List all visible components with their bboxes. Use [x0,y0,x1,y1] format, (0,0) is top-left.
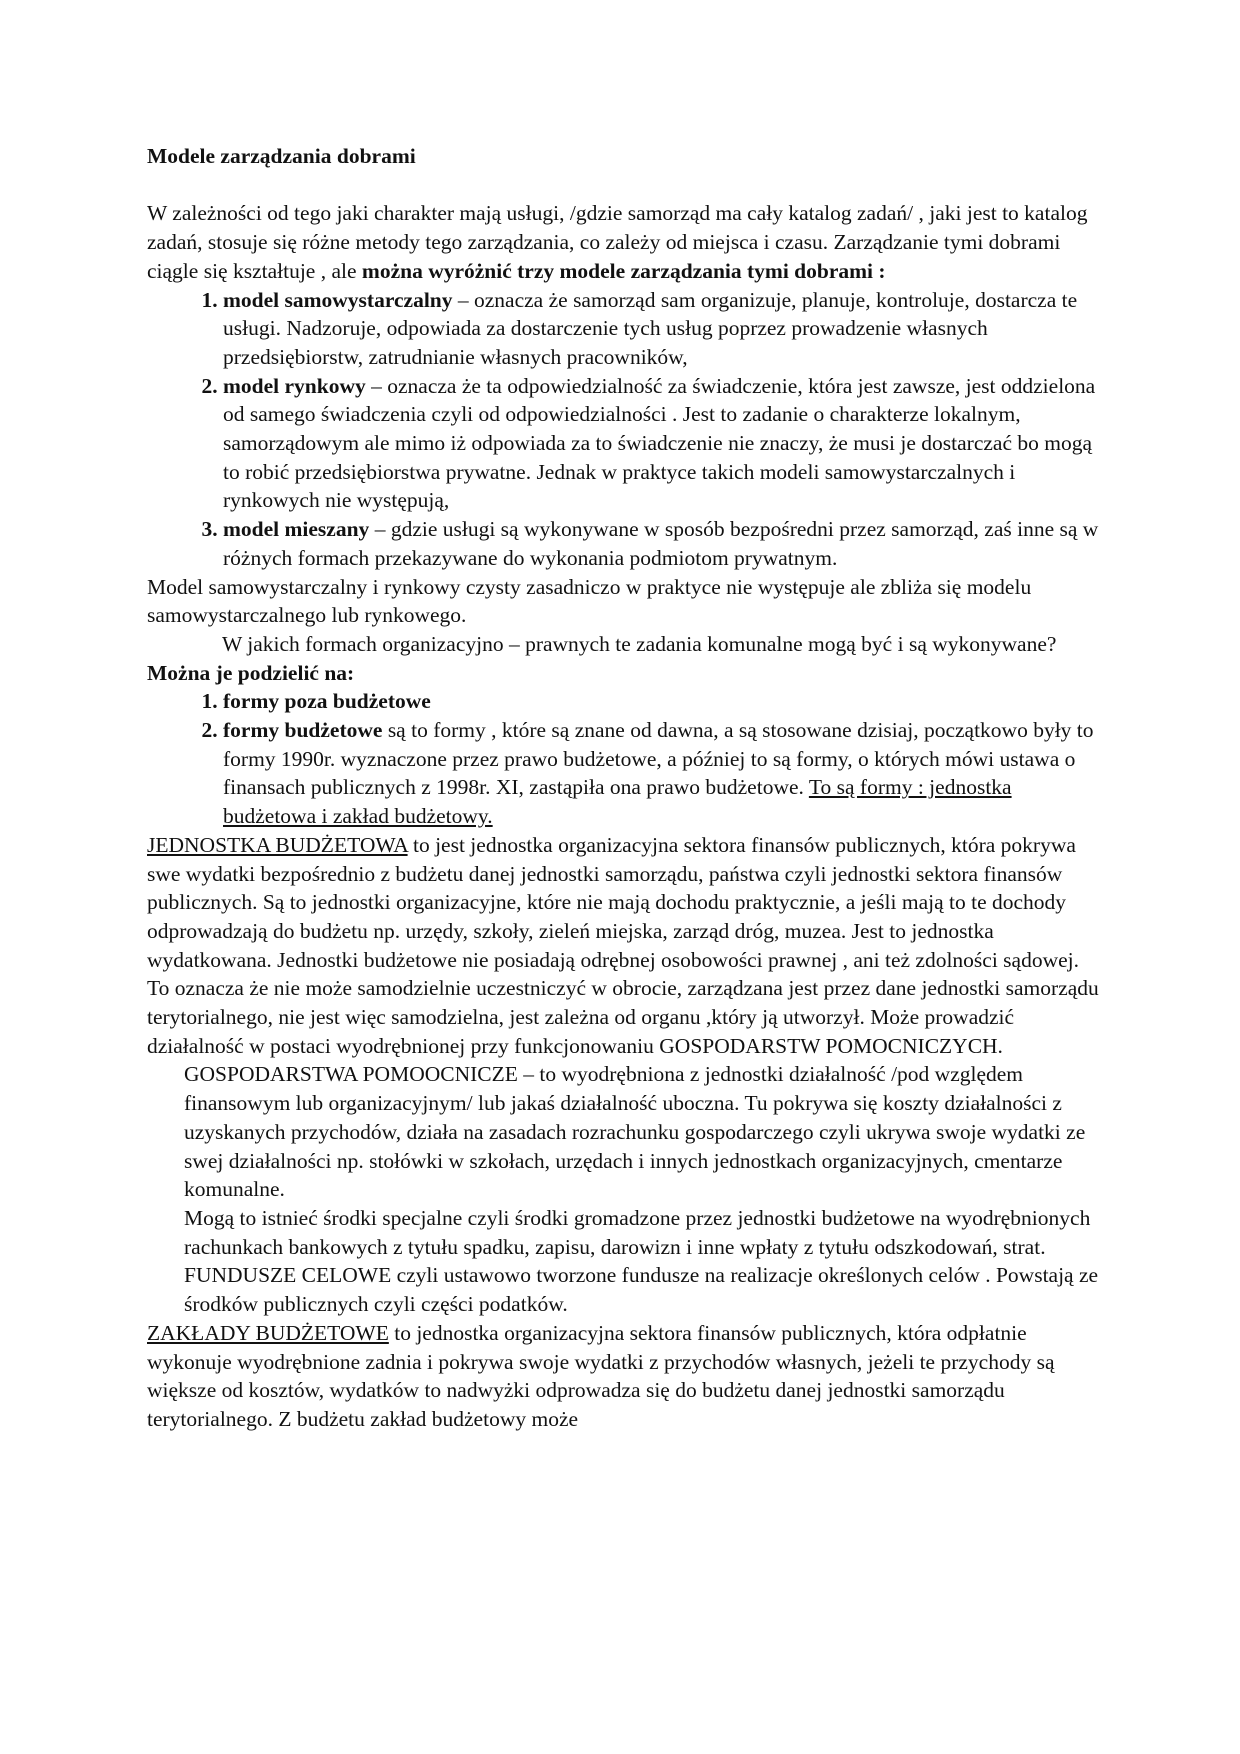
srodki-paragraph: Mogą to istnieć środki specjalne czyli środki gromadzone przez jednostki budżetowe na wyodrębnionych rachunkach bankowych z tytułu spadku, zapisu, darowizn i inne wpłaty z tytułu odszkodowań, strat. [184,1206,1091,1259]
gospodarstwa-paragraph: GOSPODARSTWA POMOOCNICZE – to wyodrębniona z jednostki działalność /pod względem finansowym lub organizacyjnym/ lub jakaś działalność uboczna. Tu pokrywa się koszty działalności z uzyskanych przychodów, działa na zasadach rozrachunku gospodarczego czyli ukrywa swoje wydatki ze swej działalności np. stołówki w szkołach, urzędach i innych jednostkach organizacyjnych, cmentarze komunalne. [184,1062,1086,1202]
list-item [223,716,1102,831]
model-text: – gdzie usługi są wykonywane w sposób bezpośredni przez samorząd, zaś inne są w różnych formach przekazywane do wykonania podmiotom prywatnym. [223,517,1099,570]
model-text: – oznacza że ta odpowiedzialność za świadczenie, która jest zawsze, jest oddzielona od samego świadczenia czyli od odpowiedzialności . Jest to zadanie o charakterze lokalnym, samorządowym ale mimo iż odpowiada za to świadczenie nie znaczy, że musi je dostarczać bo mogą to robić przedsiębiorstwa prywatne. Jednak w praktyce takich modeli samowystarczalnych i rynkowych nie występują, [223,373,1096,513]
intro-paragraph [147,199,1102,285]
forms-list [147,687,1102,831]
form-term: formy poza budżetowe [223,689,431,714]
list-item [223,372,1102,516]
jednostka-heading: JEDNOSTKA BUDŻETOWA [147,832,408,857]
zaklady-text: to jednostka organizacyjna sektora finansów publicznych, która odpłatnie wykonuje wyodrębnione zadnia i pokrywa swoje wydatki z przychodów własnych, jeżeli te przychody są większe od kosztów, wydatków to nadwyżki odprowadza się do budżetu danej jednostki samorządu terytorialnego. Z budżetu zakład budżetowy może [147,1320,1055,1431]
document-page [147,142,1102,1434]
document-title: Modele zarządzania dobrami [147,144,416,168]
forms-question-text: W jakich formach organizacyjno – prawnych te zadania komunalne mogą być i są wykonywane? [222,631,1057,656]
model-text: – oznacza że samorząd sam organizuje, planuje, kontroluje, dostarcza te usługi. Nadzoruje, odpowiada za dostarczenie tych usług poprzez prowadzenie własnych przedsiębiorstw, zatrudnianie własnych pracowników, [223,287,1078,369]
jednostka-tail: GOSPODARSTW POMOCNICZYCH. [659,1033,1003,1058]
model-term: model mieszany [223,517,370,542]
zaklady-paragraph [147,1319,1102,1434]
intro-text: W zależności od tego jaki charakter mają usługi, /gdzie samorząd ma cały katalog zadań/ , jaki jest to katalog zadań, stosuje się różne metody tego zarządzania, co zależy od miejsca i czasu. Zarządzanie tymi dobrami ciągle się kształtuje , ale [147,201,1088,283]
list-item [223,286,1102,372]
form-underlined-text: To są formy : jednostka budżetowa i zakład budżetowy. [223,775,1012,829]
forms-question-bold: Można je podzielić na: [147,660,355,685]
models-list [147,286,1102,573]
form-text: są to formy , które są znane od dawna, a są stosowane dzisiaj, początkowo były to formy 1990r. wyznaczone przez prawo budżetowe, a później to są formy, o których mówi ustawa o finansach publicznych z 1998r. XI, zastąpiła ona prawo budżetowe. [223,718,1094,800]
model-term: model rynkowy [223,373,366,398]
list-item [223,687,1102,716]
zaklady-heading: ZAKŁADY BUDŻETOWE [147,1320,389,1345]
intro-bold: można wyróżnić trzy modele zarządzania tymi dobrami : [361,258,886,283]
fundusze-paragraph: FUNDUSZE CELOWE czyli ustawowo tworzone fundusze na realizacje określonych celów . Powstają ze środków publicznych czyli części podatków. [184,1263,1099,1317]
model-term: model samowystarczalny [223,287,453,312]
forms-question-paragraph [147,630,1102,687]
form-term: formy budżetowe [223,718,383,743]
mixed-paragraph: Model samowystarczalny i rynkowy czysty zasadniczo w praktyce nie występuje ale zbliża się modelu samowystarczalnego lub rynkowego. [147,574,1032,628]
jednostka-paragraph [147,831,1102,1061]
jednostka-text: to jest jednostka organizacyjna sektora finansów publicznych, która pokrywa swe wydatki bezpośrednio z budżetu danej jednostki samorządu, państwa czyli jednostki sektora finansów publicznych. Są to jednostki organizacyjne, które nie mają dochodu praktycznie, a jeśli mają to te dochody odprowadzają do budżetu np. urzędy, szkoły, zieleń miejska, zarząd dróg, muzea. Jest to jednostka wydatkowana. Jednostki budżetowe nie posiadają odrębnej osobowości prawnej , ani też zdolności sądowej. To oznacza że nie może samodzielnie uczestniczyć w obrocie, zarządzana jest przez dane jednostki samorządu terytorialnego, nie jest więc samodzielna, jest zależna od organu ,który ją utworzył. Może prowadzić działalność w postaci wyodrębnionej przy funkcjonowaniu [147,832,1099,1058]
list-item [223,515,1102,572]
